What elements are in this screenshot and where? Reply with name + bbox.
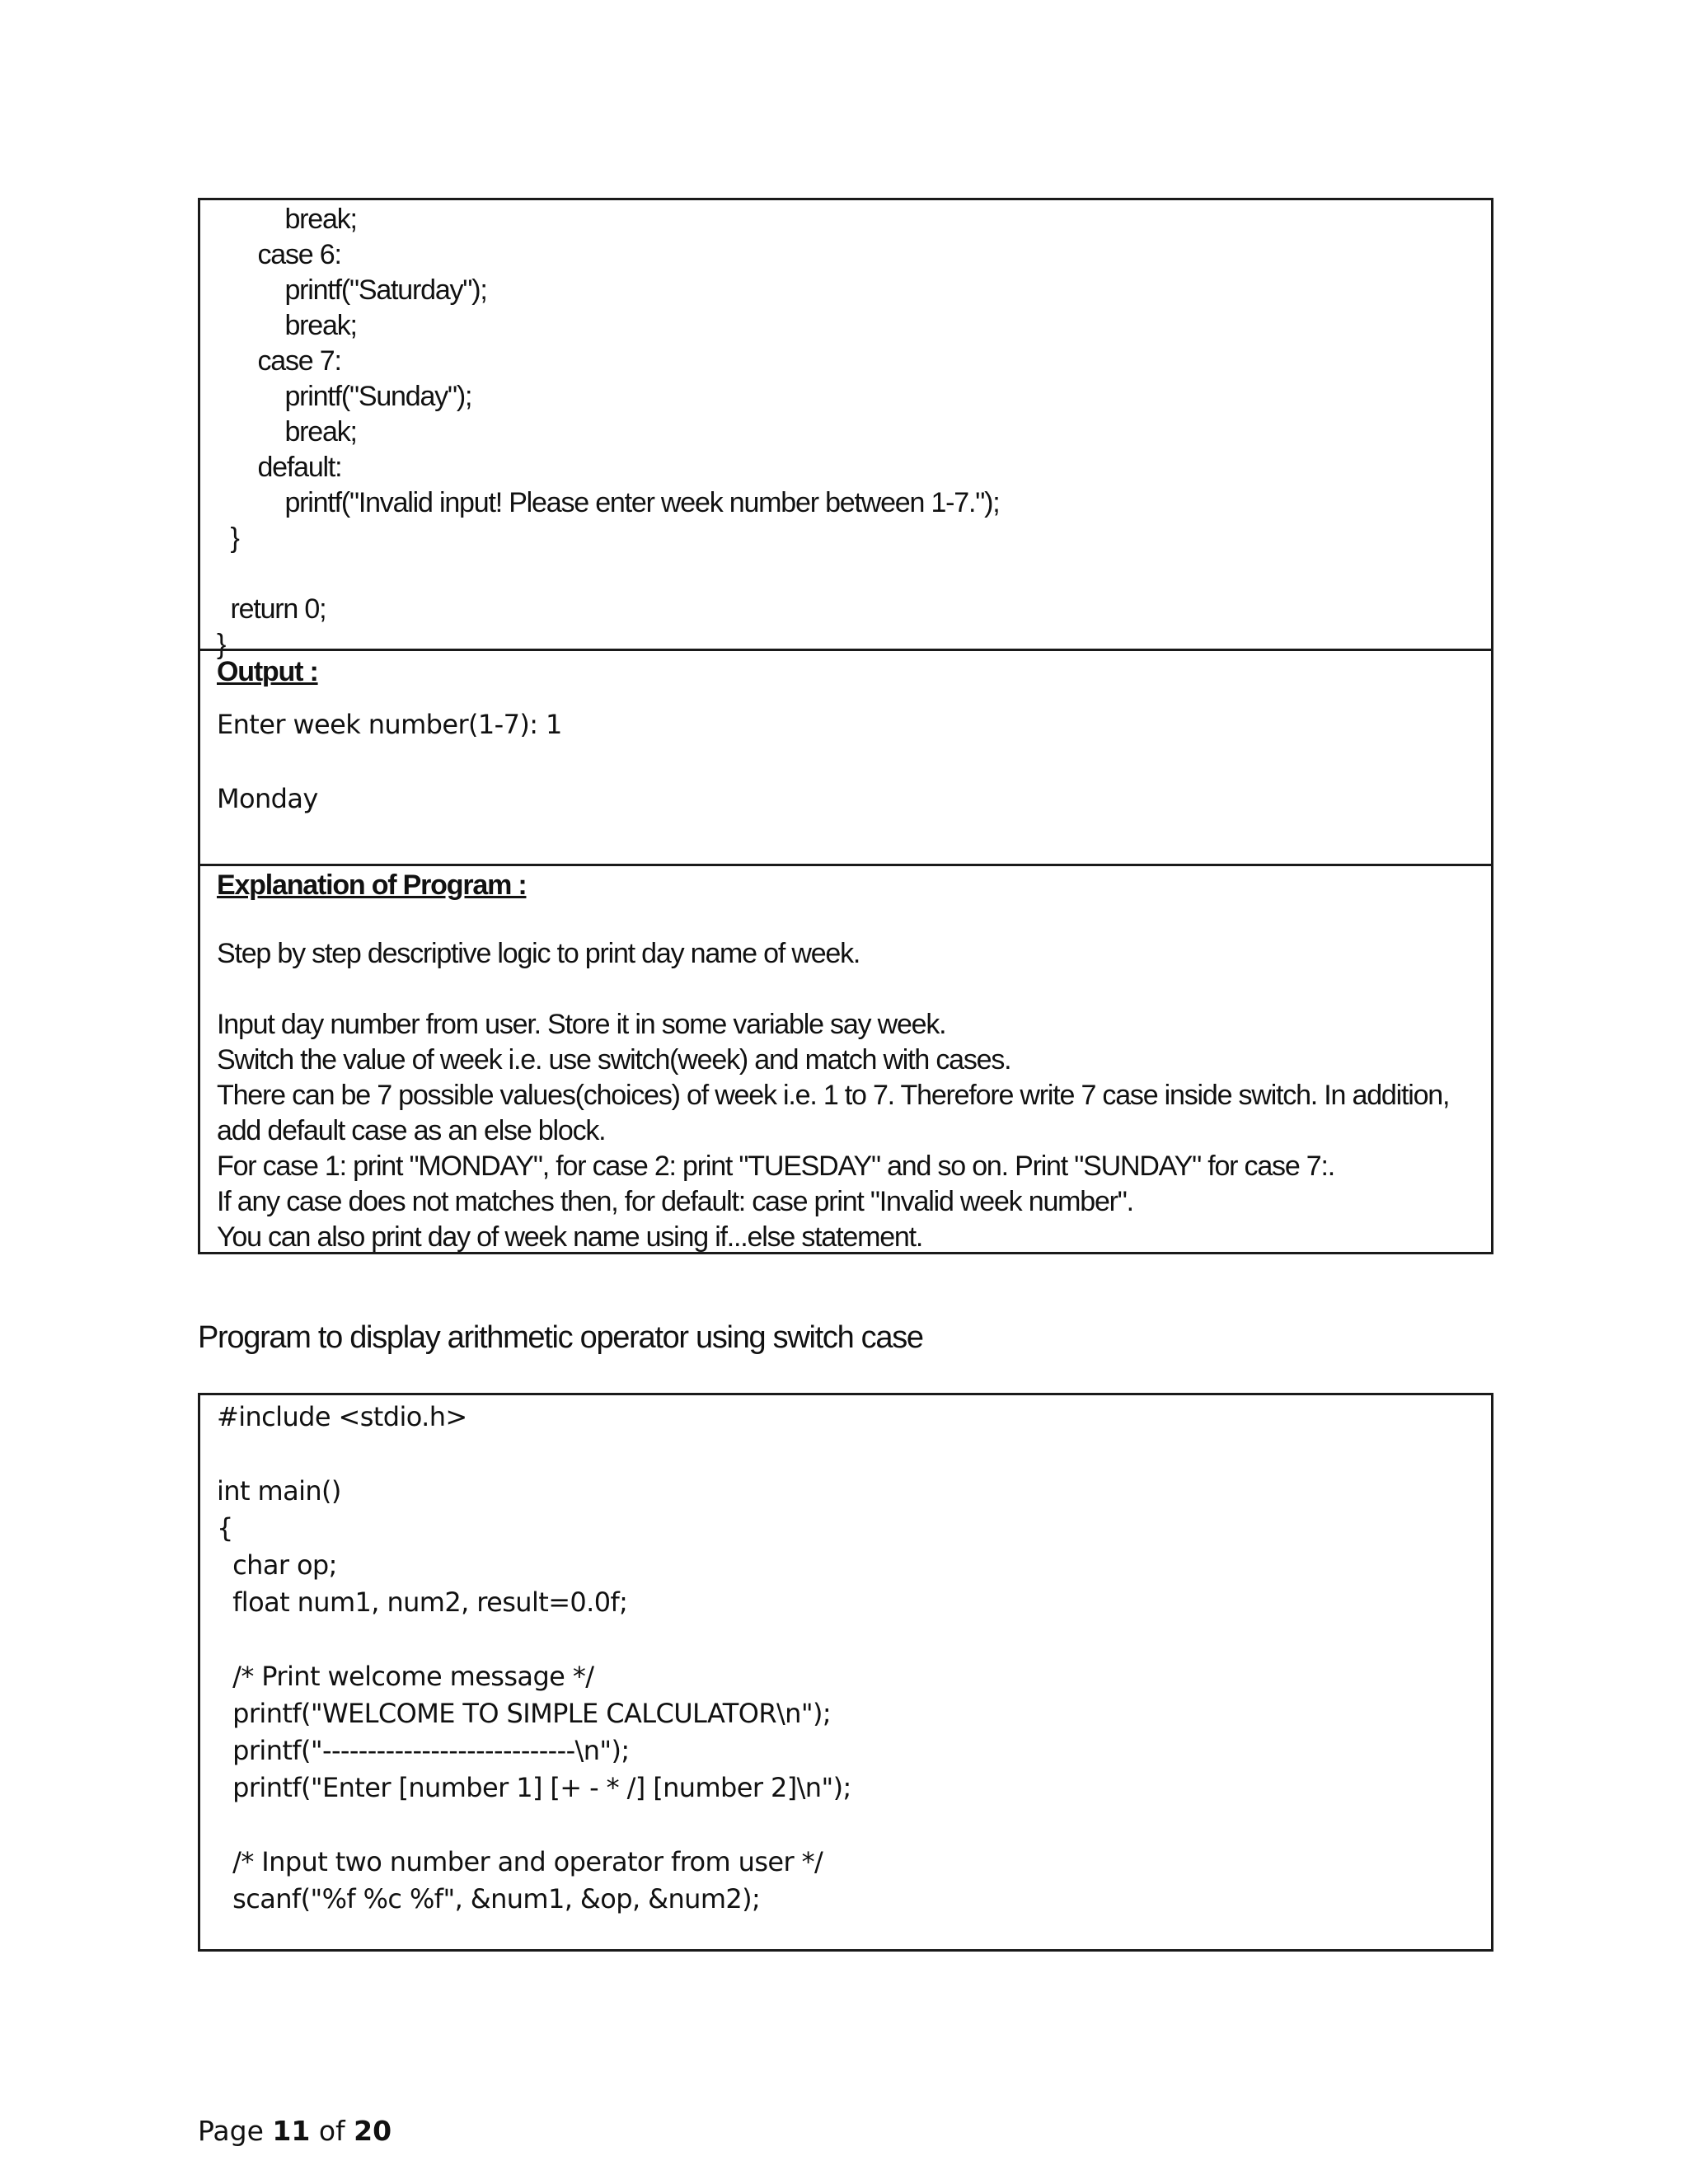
code-line: printf("Invalid input! Please enter week number between 1-7.");: [217, 487, 1000, 518]
explanation-section: [198, 864, 1493, 1254]
page-footer: [198, 2115, 392, 2147]
total-pages-number: 20: [354, 2115, 392, 2147]
output-heading: Output :: [217, 656, 318, 687]
code-block-1: [198, 198, 1493, 660]
explanation-point: For case 1: print "MONDAY", for case 2: print "TUESDAY" and so on. Print "SUNDAY" for case 7:.: [217, 1151, 1335, 1182]
code-line: break;: [217, 416, 357, 448]
code-line: /* Input two number and operator from user */: [217, 1846, 823, 1877]
code-line: printf("----------------------------\n");: [217, 1735, 630, 1766]
code-line: float num1, num2, result=0.0f;: [217, 1586, 628, 1618]
code-line: printf("Enter [number 1] [+ - * /] [number 2]\n");: [217, 1772, 851, 1803]
explanation-point: Input day number from user. Store it in some variable say week.: [217, 1009, 946, 1040]
code-line: printf("Sunday");: [217, 381, 472, 412]
output-section: [198, 649, 1493, 866]
code-line: int main(): [217, 1475, 341, 1507]
code-line: }: [217, 523, 239, 554]
section-title: Program to display arithmetic operator using switch case: [198, 1320, 923, 1355]
current-page-number: 11: [272, 2115, 311, 2147]
output-line: Enter week number(1-7): 1: [217, 709, 562, 740]
code-line: default:: [217, 452, 342, 483]
code-line: char op;: [217, 1549, 337, 1581]
explanation-point: There can be 7 possible values(choices) of week i.e. 1 to 7. Therefore write 7 case inside switch. In addition, add default case as an else block.: [217, 1080, 1450, 1146]
code-line: [217, 1436, 1491, 1473]
code-line: {: [217, 1512, 233, 1544]
output-line: [217, 743, 1491, 780]
code-line: scanf("%f %c %f", &num1, &op, &num2);: [217, 1883, 761, 1915]
explanation-intro: Step by step descriptive logic to print day name of week.: [217, 938, 860, 969]
code-line: case 6:: [217, 239, 341, 270]
code-line: [217, 1621, 1491, 1658]
code-line: case 7:: [217, 345, 341, 377]
code-line: printf("WELCOME TO SIMPLE CALCULATOR\n");: [217, 1698, 832, 1729]
explanation-point: If any case does not matches then, for default: case print "Invalid week number".: [217, 1186, 1133, 1217]
code-line: #include <stdio.h>: [217, 1401, 467, 1432]
code-block-2: [198, 1393, 1493, 1952]
code-line: }: [217, 629, 226, 660]
explanation-point: You can also print day of week name using if...else statement.: [217, 1221, 923, 1253]
code-line: [217, 556, 1491, 592]
code-line: printf("Saturday");: [217, 274, 487, 306]
explanation-heading: Explanation of Program :: [217, 869, 527, 901]
code-line: return 0;: [217, 593, 326, 625]
output-line: Monday: [217, 783, 318, 814]
explanation-point: Switch the value of week i.e. use switch(week) and match with cases.: [217, 1044, 1011, 1076]
page-word: Page: [198, 2115, 264, 2147]
code-line: break;: [217, 204, 357, 235]
of-word: of: [318, 2115, 345, 2147]
code-line: [217, 1807, 1491, 1844]
code-line: /* Print welcome message */: [217, 1661, 594, 1692]
code-line: [217, 1918, 1491, 1955]
code-line: break;: [217, 310, 357, 341]
